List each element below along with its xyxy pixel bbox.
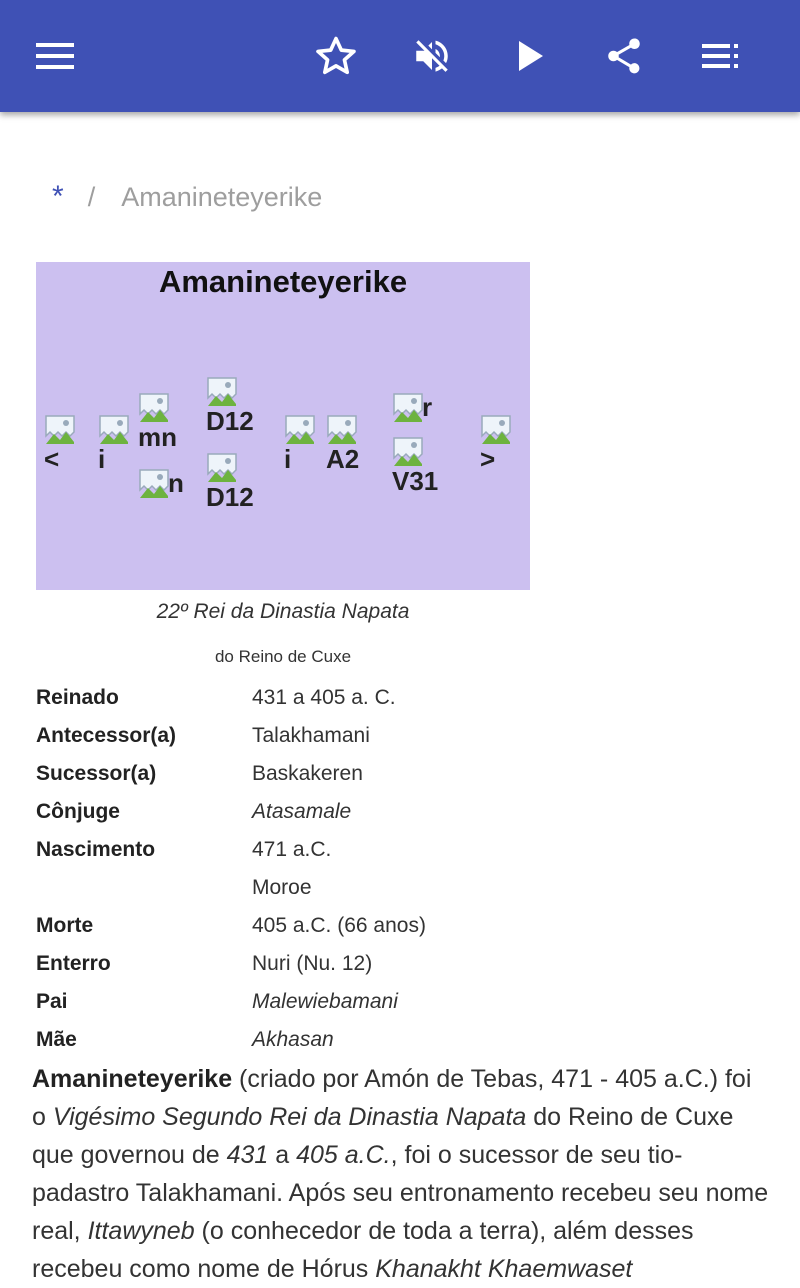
fact-row-enterro bbox=[36, 952, 736, 990]
broken-image-icon bbox=[326, 414, 354, 444]
fact-label: Enterro bbox=[36, 952, 111, 975]
breadcrumb-separator: / bbox=[87, 182, 96, 212]
play-button[interactable] bbox=[498, 24, 562, 88]
broken-image-icon bbox=[206, 452, 234, 482]
hieroglyph-d12-bottom: D12 bbox=[206, 452, 254, 512]
infobox-title: Amanineteyerike bbox=[158, 264, 408, 299]
hieroglyph-r: r bbox=[392, 392, 432, 422]
fact-value: 471 a.C. bbox=[252, 838, 332, 861]
fact-label: Nascimento bbox=[36, 838, 156, 861]
fact-row-conjuge bbox=[36, 800, 736, 838]
fact-row-morte bbox=[36, 914, 736, 952]
fact-value: 431 a 405 a. C. bbox=[252, 686, 396, 709]
fact-label: Sucessor(a) bbox=[36, 762, 157, 785]
share-icon bbox=[603, 35, 645, 77]
fact-label: Mãe bbox=[36, 1028, 77, 1051]
article-subject: Amanineteyerike bbox=[32, 1065, 233, 1093]
fact-label: Antecessor(a) bbox=[36, 724, 177, 747]
infobox-caption: 22º Rei da Dinastia Napata bbox=[156, 600, 410, 623]
broken-image-icon bbox=[480, 414, 508, 444]
menu-icon bbox=[36, 41, 76, 71]
hieroglyph-d12-top: D12 bbox=[206, 376, 254, 436]
playlist-icon bbox=[700, 41, 740, 71]
hieroglyph-n: n bbox=[138, 468, 184, 498]
hieroglyph-a2: A2 bbox=[326, 414, 359, 474]
broken-image-icon bbox=[98, 414, 126, 444]
fact-row-nascimento bbox=[36, 838, 736, 876]
hieroglyph-mn: mn bbox=[138, 392, 177, 452]
broken-image-icon bbox=[392, 392, 420, 422]
broken-image-icon bbox=[138, 392, 166, 422]
broken-image-icon bbox=[206, 376, 234, 406]
hieroglyph-i: i bbox=[98, 414, 126, 474]
fact-label: Reinado bbox=[36, 686, 119, 709]
fact-row-reinado bbox=[36, 686, 736, 724]
playlist-button[interactable] bbox=[688, 24, 752, 88]
fact-value: Akhasan bbox=[252, 1028, 334, 1051]
favorite-button[interactable] bbox=[304, 24, 368, 88]
breadcrumb-current: Amanineteyerike bbox=[121, 182, 323, 212]
fact-value: Moroe bbox=[252, 876, 312, 899]
volume-off-icon bbox=[411, 35, 453, 77]
fact-value: Malewiebamani bbox=[252, 990, 398, 1013]
fact-row-pai bbox=[36, 990, 736, 1028]
fact-row-sucessor bbox=[36, 762, 736, 800]
fact-row-antecessor bbox=[36, 724, 736, 762]
broken-image-icon bbox=[392, 436, 420, 466]
hieroglyph-v31: V31 bbox=[392, 436, 438, 496]
fact-value[interactable]: Talakhamani bbox=[252, 724, 370, 747]
share-button[interactable] bbox=[592, 24, 656, 88]
breadcrumb bbox=[52, 180, 322, 214]
broken-image-icon bbox=[44, 414, 72, 444]
fact-value: Atasamale bbox=[252, 800, 352, 823]
fact-value[interactable]: Baskakeren bbox=[252, 762, 363, 785]
hieroglyph-lt: < bbox=[44, 414, 72, 474]
broken-image-icon bbox=[138, 468, 166, 498]
broken-image-icon bbox=[284, 414, 312, 444]
infobox-subcaption: do Reino de Cuxe bbox=[214, 647, 352, 666]
app-toolbar bbox=[0, 0, 800, 112]
fact-label: Pai bbox=[36, 990, 68, 1013]
article-paragraph: Amanineteyerike (criado por Amón de Tebas, 471 - 405 a.C.) foi o Vigésimo Segundo Rei da Dinastia Napata do Reino de Cuxe que governou de 431 a 405 a.C., foi o sucessor de seu tio-padastro Talakhamani. Após seu entronamento recebeu seu nome real, Ittawyneb (o conhecedor de toda a terra), além desses recebeu como nome de Hórus Khanakht Khaemwaset bbox=[32, 1065, 769, 1283]
fact-value: Nuri (Nu. 12) bbox=[252, 952, 373, 975]
fact-row-nascimento-place bbox=[36, 876, 736, 914]
hieroglyph-gt: > bbox=[480, 414, 508, 474]
fact-value: 405 a.C. (66 anos) bbox=[252, 914, 426, 937]
menu-button[interactable] bbox=[24, 24, 88, 88]
breadcrumb-home-link[interactable]: * bbox=[52, 180, 64, 213]
hieroglyph-i-second: i bbox=[284, 414, 312, 474]
fact-label: Cônjuge bbox=[36, 800, 120, 823]
play-icon bbox=[515, 39, 545, 73]
star-icon bbox=[314, 34, 358, 78]
fact-label: Morte bbox=[36, 914, 94, 937]
mute-button[interactable] bbox=[400, 24, 464, 88]
